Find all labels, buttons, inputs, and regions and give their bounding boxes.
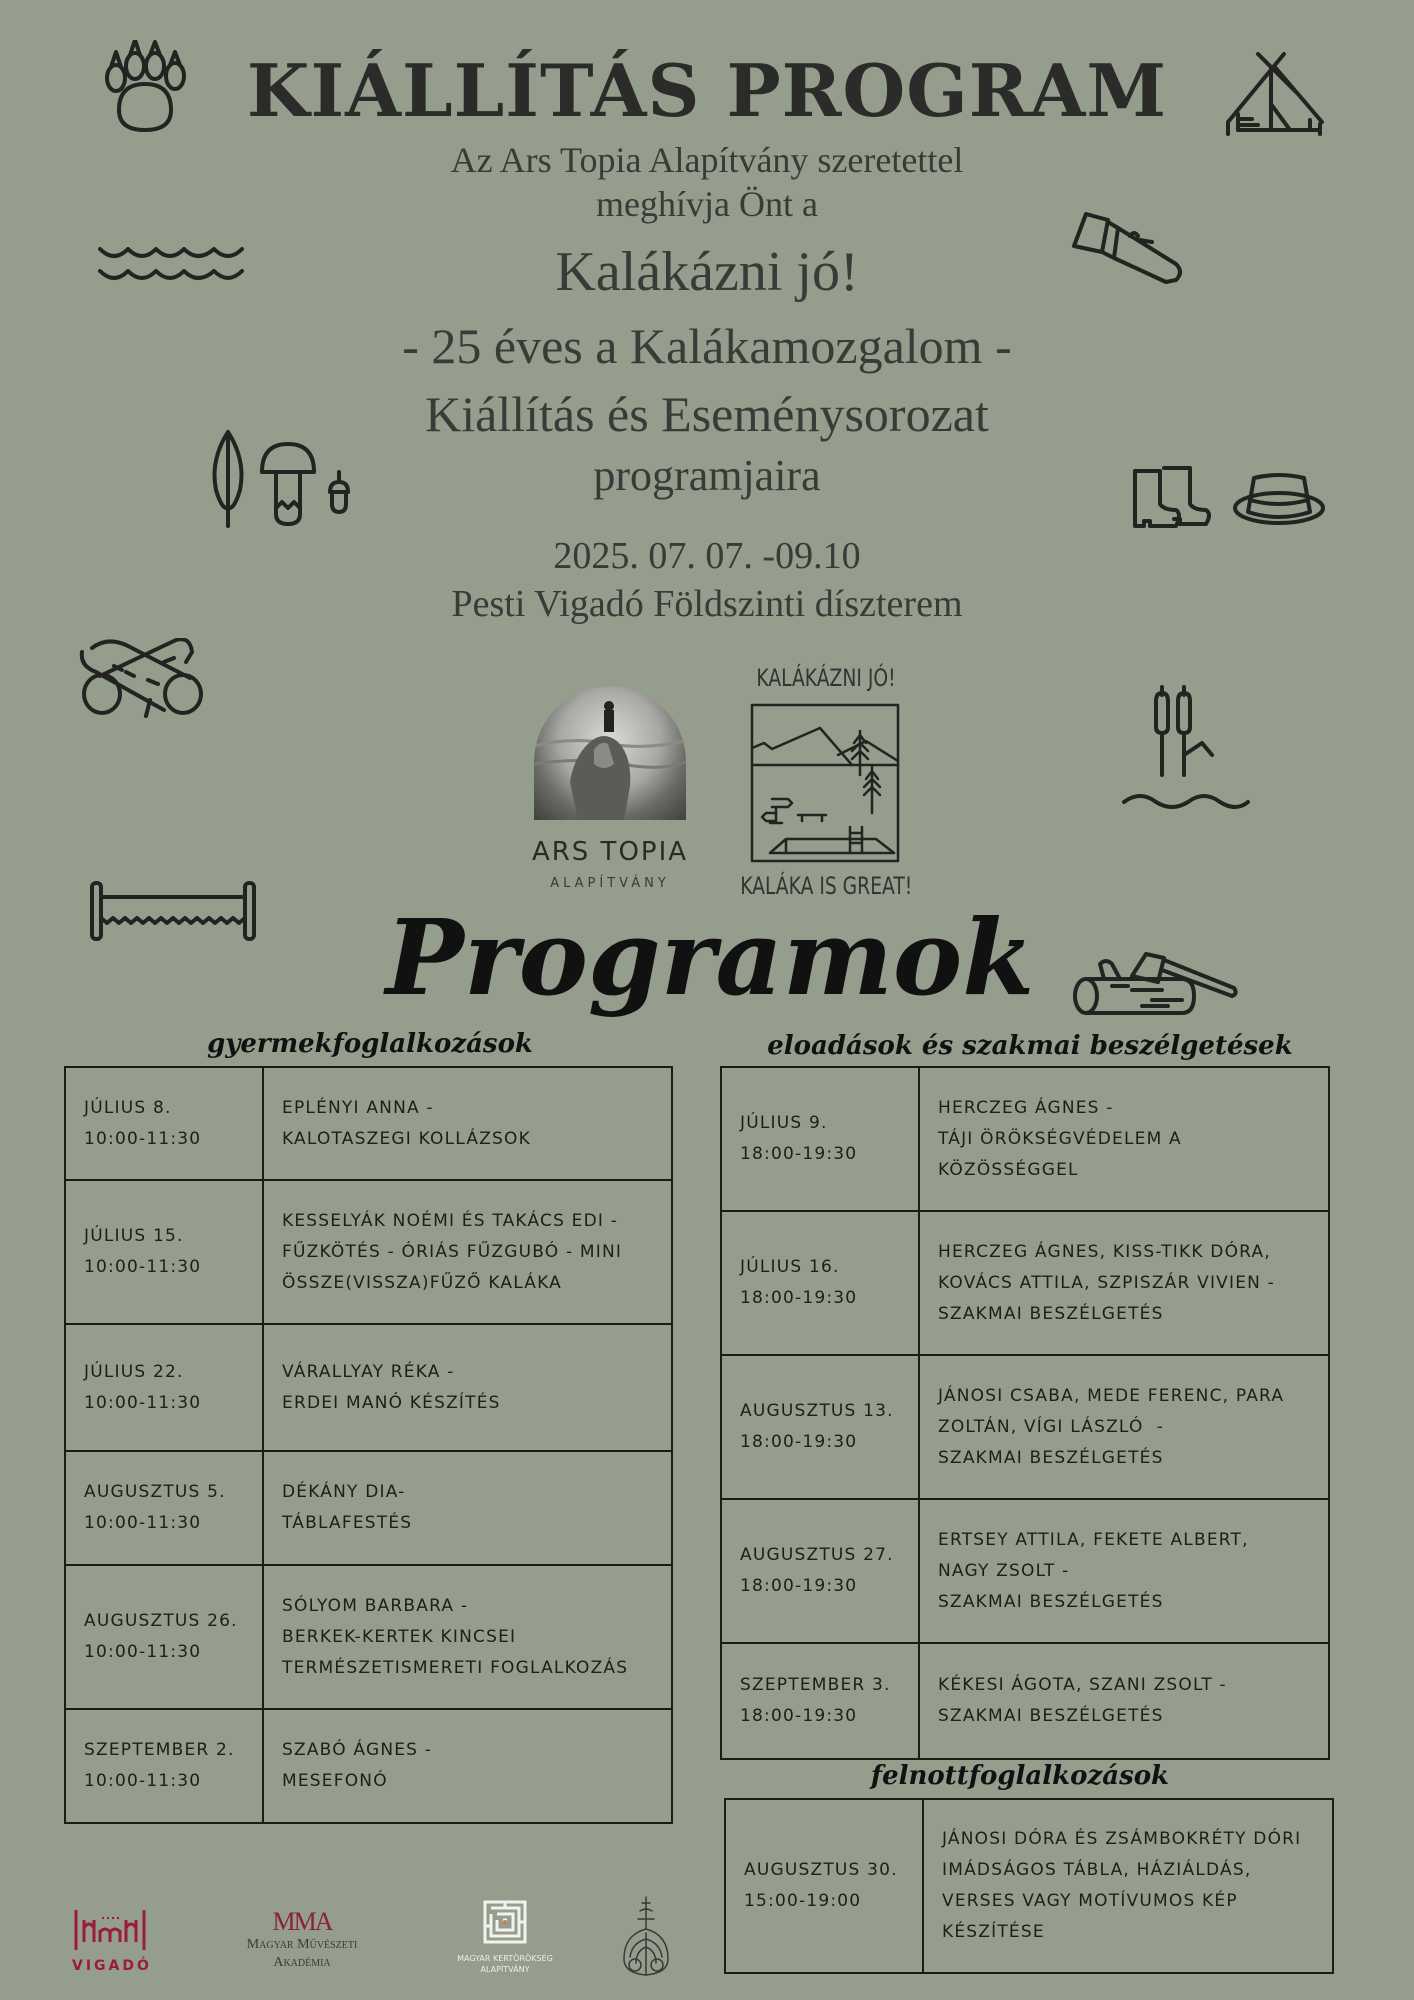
event-time: 10:00-11:30 — [84, 1642, 202, 1662]
event-description-cell — [923, 1799, 1333, 1973]
event-description-line: SZABÓ ÁGNES - — [282, 1740, 433, 1760]
event-date: JÚLIUS 8. — [84, 1097, 172, 1118]
event-description-line: TERMÉSZETISMERETI FOGLALKOZÁS — [282, 1657, 629, 1678]
event-date: JÚLIUS 15. — [84, 1226, 184, 1246]
date-cell — [725, 1799, 923, 1973]
event-description-line: SZAKMAI BESZÉLGETÉS — [938, 1591, 1164, 1612]
kertorokseg-line-2: ALAPÍTVÁNY — [480, 1965, 530, 1974]
event-time: 10:00-11:30 — [84, 1513, 202, 1533]
event-description-line: SZAKMAI BESZÉLGETÉS — [938, 1303, 1164, 1324]
event-description-line: KOVÁCS ATTILA, SZPISZÁR VIVIEN - — [938, 1272, 1275, 1293]
paw-print-icon — [105, 40, 190, 139]
event-description-cell — [263, 1180, 672, 1324]
event-description-cell — [919, 1355, 1329, 1499]
talks-schedule-table — [720, 1066, 1330, 1760]
event-date: AUGUSZTUS 5. — [84, 1482, 226, 1502]
date-cell — [65, 1067, 263, 1180]
event-description-line: HERCZEG ÁGNES, KISS-TIKK DÓRA, — [938, 1241, 1271, 1262]
invitation-text — [0, 138, 1414, 226]
date-cell — [721, 1211, 919, 1355]
event-date: AUGUSZTUS 26. — [84, 1611, 238, 1631]
event-time: 18:00-19:30 — [740, 1432, 858, 1452]
event-time: 18:00-19:30 — [740, 1576, 858, 1596]
tree-of-life-emblem-icon — [618, 1895, 674, 1981]
event-description-line: DÉKÁNY DIA- — [282, 1482, 406, 1502]
date-cell — [65, 1324, 263, 1451]
date-cell — [721, 1067, 919, 1211]
leaf-icon — [208, 430, 248, 534]
event-description-line: ERDEI MANÓ KÉSZÍTÉS — [282, 1392, 501, 1413]
mma-logo — [222, 1908, 382, 1972]
mushroom-icon — [258, 442, 318, 531]
event-time: 18:00-19:30 — [740, 1288, 858, 1308]
page-title: KIÁLLÍTÁS PROGRAM — [246, 48, 1168, 133]
event-description-line: NAGY ZSOLT - — [938, 1560, 1070, 1581]
kertorokseg-logo — [430, 1900, 580, 1975]
table-row — [65, 1451, 672, 1565]
date-cell — [65, 1180, 263, 1324]
event-description-line: JÁNOSI DÓRA ÉS ZSÁMBOKRÉTY DÓRI — [942, 1829, 1302, 1849]
event-description-line: KÖZÖSSÉGGEL — [938, 1159, 1079, 1180]
invitation-line-1: Az Ars Topia Alapítvány szeretettel — [450, 140, 964, 180]
date-cell — [721, 1355, 919, 1499]
table-row — [725, 1799, 1333, 1973]
saw-icon — [90, 880, 260, 946]
logs-icon — [78, 638, 208, 722]
vigado-arches-icon — [72, 1908, 148, 1952]
event-time: 10:00-11:30 — [84, 1771, 202, 1791]
event-description-line: KESSELYÁK NOÉMI ÉS TAKÁCS EDI - — [282, 1210, 619, 1231]
event-description-line: ERTSEY ATTILA, FEKETE ALBERT, — [938, 1529, 1249, 1550]
ars-topia-photo-logo — [534, 686, 686, 820]
event-description-line: VÁRALLYAY RÉKA - — [282, 1361, 455, 1382]
event-description-cell — [919, 1643, 1329, 1759]
event-date: AUGUSZTUS 13. — [740, 1401, 894, 1421]
event-description-line: JÁNOSI CSABA, MEDE FERENC, PARA — [938, 1385, 1285, 1406]
event-name: Kalákázni jó! — [555, 241, 859, 303]
maze-icon — [483, 1900, 527, 1944]
table-row — [65, 1180, 672, 1324]
ars-topia-logo-subtitle: ALAPÍTVÁNY — [550, 876, 670, 891]
event-description-line: SÓLYOM BARBARA - — [282, 1595, 469, 1616]
boots-icon — [1132, 466, 1214, 534]
event-description-cell — [919, 1211, 1329, 1355]
event-series: Kiállítás és Eseménysorozat — [425, 386, 989, 442]
event-description-cell — [263, 1067, 672, 1180]
date-cell — [65, 1451, 263, 1565]
event-description-line: ZOLTÁN, VÍGI LÁSZLÓ - — [938, 1416, 1165, 1437]
log-axe-icon — [1072, 948, 1238, 1020]
event-description-line: EPLÉNYI ANNA - — [282, 1097, 434, 1118]
vigado-logo-text: VIGADÓ — [72, 1958, 152, 1974]
event-subtitle: - 25 éves a Kalákamozgalom - — [402, 318, 1012, 374]
event-date: AUGUSZTUS 27. — [740, 1545, 894, 1565]
invitation-line-2: meghívja Önt a — [596, 184, 818, 224]
event-date: JÚLIUS 16. — [740, 1257, 840, 1277]
event-time: 10:00-11:30 — [84, 1128, 202, 1149]
mma-mark: MMA — [272, 1907, 332, 1936]
event-time: 10:00-11:30 — [84, 1257, 202, 1277]
event-description-line: KALOTASZEGI KOLLÁZSOK — [282, 1128, 531, 1149]
event-description-cell — [263, 1451, 672, 1565]
event-description-line: BERKEK-KERTEK KINCSEI — [282, 1626, 517, 1647]
date-cell — [721, 1643, 919, 1759]
children-schedule-table — [64, 1066, 673, 1824]
event-date: JÚLIUS 9. — [740, 1113, 828, 1133]
event-description-line: MESEFONÓ — [282, 1771, 388, 1791]
date-cell — [721, 1499, 919, 1643]
event-description-line: SZAKMAI BESZÉLGETÉS — [938, 1447, 1164, 1468]
table-row — [65, 1565, 672, 1709]
event-date: JÚLIUS 22. — [84, 1361, 184, 1382]
event-description-line: TÁBLAFESTÉS — [282, 1513, 413, 1533]
event-description-cell — [263, 1709, 672, 1823]
event-description-cell — [919, 1499, 1329, 1643]
table-row — [721, 1499, 1329, 1643]
cattails-water-icon — [1120, 685, 1255, 819]
event-description-line: ÖSSZE(VISSZA)FŰZŐ KALÁKA — [282, 1272, 563, 1293]
hat-icon — [1232, 470, 1327, 530]
table-row — [721, 1643, 1329, 1759]
ars-topia-logo-name: ARS TOPIA — [531, 837, 689, 867]
table-row — [65, 1324, 672, 1451]
tent-icon — [1218, 52, 1328, 141]
programs-for: programjaira — [593, 451, 821, 500]
flashlight-icon — [1070, 212, 1185, 291]
vigado-logo — [72, 1908, 152, 1975]
event-description-line: HERCZEG ÁGNES - — [938, 1097, 1114, 1118]
kalaka-landscape-logo — [750, 703, 900, 867]
event-description-line: FŰZKÖTÉS - ÓRIÁS FŰZGUBÓ - MINI — [282, 1241, 623, 1262]
kertorokseg-line-1: MAGYAR KERTÖRÖKSÉG — [457, 1954, 553, 1963]
table-row — [721, 1355, 1329, 1499]
event-time: 18:00-19:30 — [740, 1144, 858, 1164]
talks-section-title: eloadások és szakmai beszélgetések — [767, 1031, 1293, 1061]
event-dates: 2025. 07. 07. -09.10 — [553, 535, 861, 577]
event-description-cell — [263, 1565, 672, 1709]
event-description-line: KÉSZÍTÉSE — [942, 1922, 1045, 1942]
mma-line-1: Magyar Művészeti — [246, 1937, 358, 1952]
event-description-line: KÉKESI ÁGOTA, SZANI ZSOLT - — [938, 1675, 1227, 1695]
event-time: 15:00-19:00 — [744, 1891, 862, 1911]
adults-schedule-table — [724, 1798, 1334, 1974]
kalaka-logo-top-text: KALÁKÁZNI JÓ! — [756, 664, 896, 692]
event-description-line: SZAKMAI BESZÉLGETÉS — [938, 1706, 1164, 1726]
date-cell — [65, 1565, 263, 1709]
event-time: 10:00-11:30 — [84, 1392, 202, 1413]
mma-line-2: Akadémia — [273, 1955, 331, 1970]
event-date: SZEPTEMBER 3. — [740, 1675, 891, 1695]
table-row — [721, 1211, 1329, 1355]
acorn-icon — [326, 470, 352, 518]
waves-icon — [98, 245, 248, 289]
table-row — [65, 1709, 672, 1823]
event-venue: Pesti Vigadó Földszinti díszterem — [451, 583, 963, 625]
event-description-line: TÁJI ÖRÖKSÉGVÉDELEM A — [938, 1128, 1182, 1149]
event-description-line: IMÁDSÁGOS TÁBLA, HÁZIÁLDÁS, — [942, 1860, 1252, 1880]
event-date: SZEPTEMBER 2. — [84, 1740, 235, 1760]
date-cell — [65, 1709, 263, 1823]
kalaka-logo-bottom-text: KALÁKA IS GREAT! — [740, 872, 913, 900]
event-date: AUGUSZTUS 30. — [744, 1860, 898, 1880]
children-section-title: gyermekfoglalkozások — [207, 1029, 533, 1059]
table-row — [65, 1067, 672, 1180]
event-description-cell — [263, 1324, 672, 1451]
event-description-cell — [919, 1067, 1329, 1211]
programs-heading: Programok — [385, 896, 1035, 1019]
event-description-line: VERSES VAGY MOTÍVUMOS KÉP — [942, 1891, 1238, 1911]
adults-section-title: felnottfoglalkozások — [870, 1761, 1170, 1791]
event-time: 18:00-19:30 — [740, 1706, 858, 1726]
table-row — [721, 1067, 1329, 1211]
